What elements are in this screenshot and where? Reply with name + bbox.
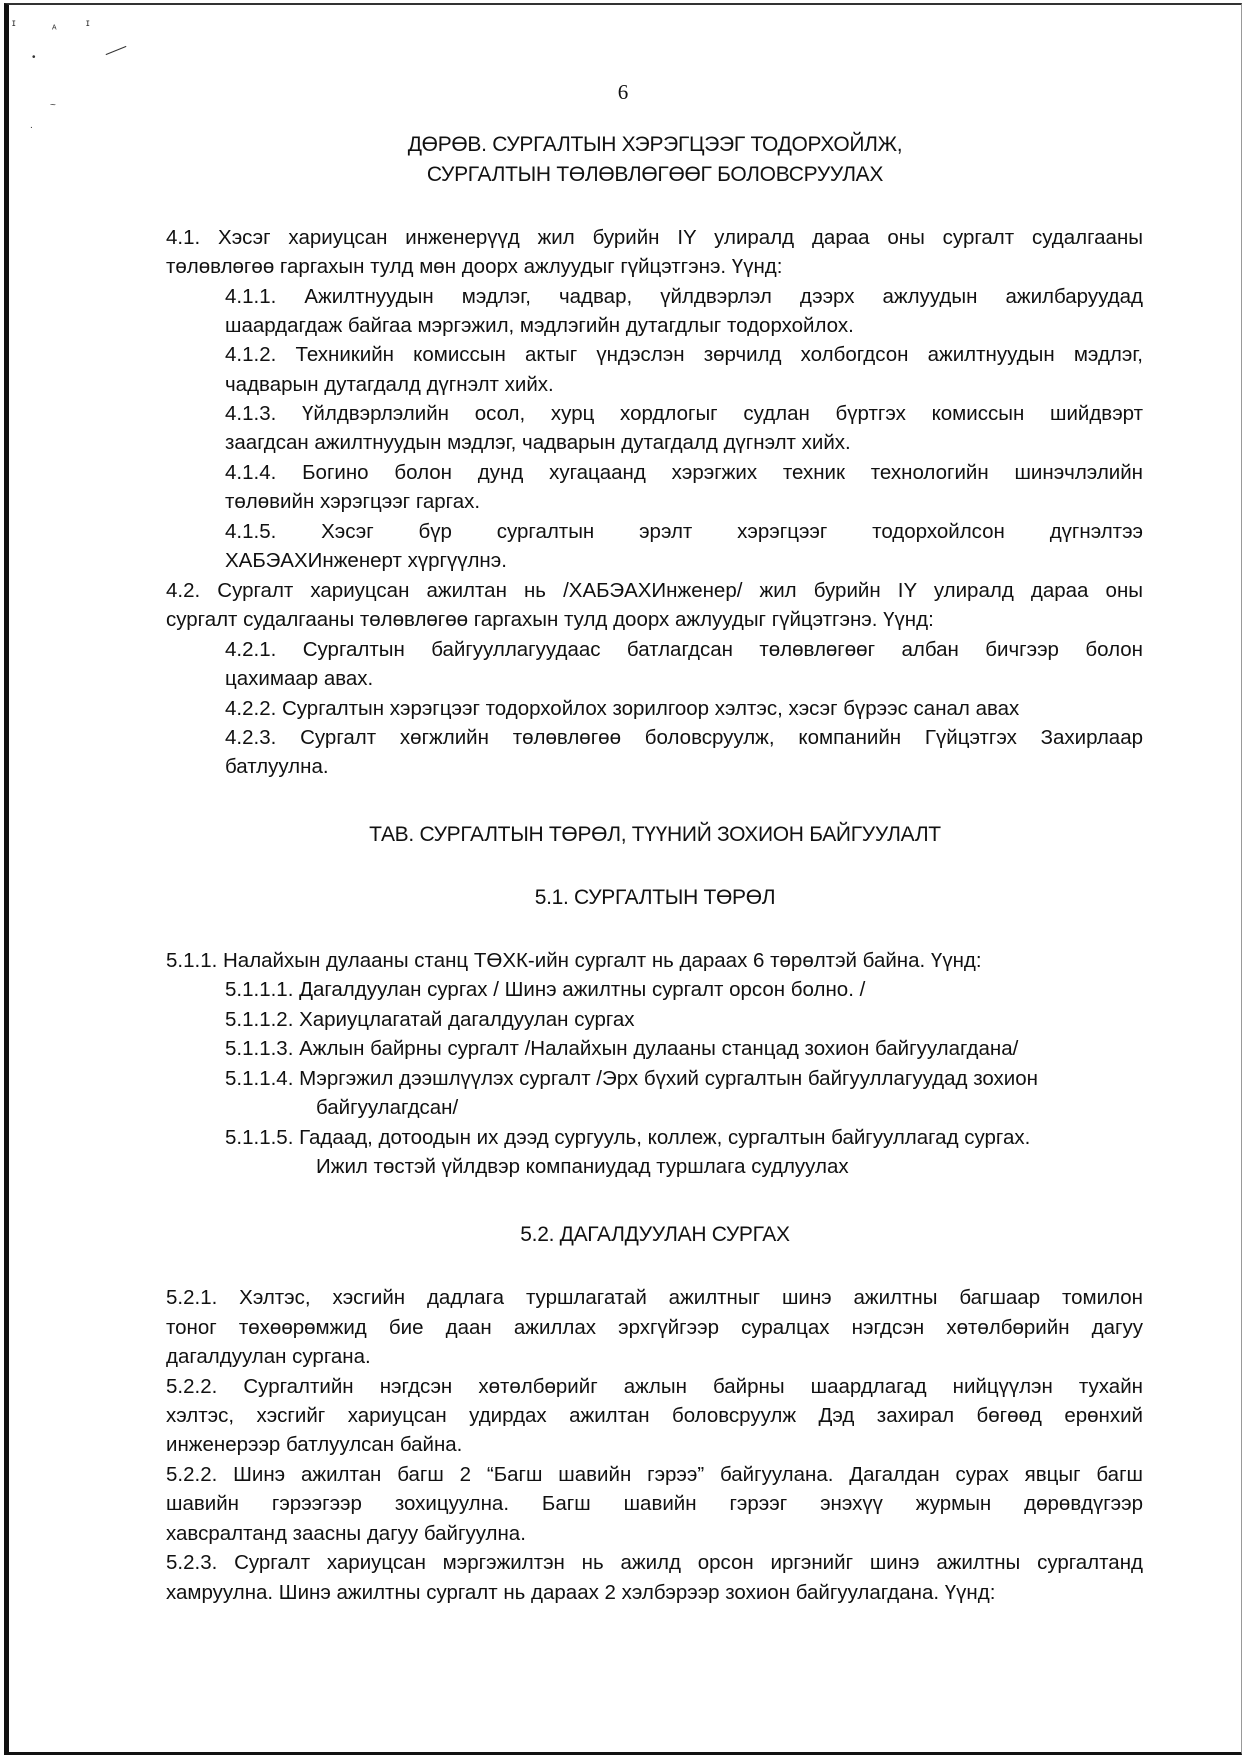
paragraph-5-2-2b-line2: шавийн гэрээгээр зохицуулна. Багш шавийн гэрээг энэхүү журмын дөрөвдүгээр (166, 1492, 1143, 1515)
scan-artifact: • (32, 52, 36, 63)
subsection-5-2-heading: 5.2. ДАГАЛДУУЛАН СУРГАХ (520, 1223, 790, 1246)
item-4-2-1-line1: 4.2.1. Сургалтын байгууллагуудаас батлагдсан төлөвлөгөөг албан бичгээр болон (225, 638, 1143, 661)
item-5-1-1-5-line2: Ижил төстэй үйлдвэр компаниудад туршлага судлуулах (316, 1155, 849, 1178)
item-4-1-3-line1: 4.1.3. Үйлдвэрлэлийн осол, хурц хордлогыг судлан бүртгэх комиссын шийдвэрт (225, 402, 1143, 425)
scan-artifact: ɪ (12, 18, 16, 29)
item-4-2-3-line1: 4.2.3. Сургалт хөгжлийн төлөвлөгөө боловсруулж, компанийн Гүйцэтгэх Захирлаар (225, 726, 1143, 749)
scan-artifact: ᴬ (52, 24, 57, 35)
item-4-1-5-line2: ХАБЭАХИнженерт хүргүүлнэ. (225, 549, 507, 572)
section-5-heading: ТАВ. СУРГАЛТЫН ТӨРӨЛ, ТҮҮНИЙ ЗОХИОН БАЙГУУЛАЛТ (369, 823, 941, 846)
item-4-2-3-line2: батлуулна. (225, 755, 329, 778)
paragraph-5-2-2a-line1: 5.2.2. Сургалтийн нэгдсэн хөтөлбөрийг ажлын байрны шаардлагад нийцүүлэн тухайн (166, 1375, 1143, 1398)
item-5-1-1-1: 5.1.1.1. Дагалдуулан сургах / Шинэ ажилтны сургалт орсон болно. / (225, 978, 866, 1001)
paragraph-4-1-line2: төлөвлөгөө гаргахын тулд мөн доорх ажлуудыг гүйцэтгэнэ. Үүнд: (166, 255, 783, 278)
item-4-1-3-line2: заагдсан ажилтнуудын мэдлэг, чадварын дутагдалд дүгнэлт хийх. (225, 431, 851, 454)
item-4-1-2-line1: 4.1.2. Техникийн комиссын актыг үндэслэн зөрчилд холбогдсон ажилтнуудын мэдлэг, (225, 343, 1143, 366)
paragraph-5-2-2a-line2: хэлтэс, хэсгийг хариуцсан удирдах ажилтан боловсруулж Дэд захирал бөгөөд ерөнхий (166, 1404, 1143, 1427)
item-4-1-1-line2: шаардагдаж байгаа мэргэжил, мэдлэгийн дутагдлыг тодорхойлох. (225, 314, 854, 337)
item-4-1-2-line2: чадварын дутагдалд дүгнэлт хийх. (225, 373, 554, 396)
paragraph-4-2-line2: сургалт судалгааны төлөвлөгөө гаргахын тулд доорх ажлуудыг гүйцэтгэнэ. Үүнд: (166, 608, 934, 631)
item-4-1-5-line1: 4.1.5. Хэсэг бүр сургалтын эрэлт хэрэгцээг тодорхойлсон дүгнэлтээ (225, 520, 1143, 543)
item-5-1-1-3: 5.1.1.3. Ажлын байрны сургалт /Налайхын дулааны станцад зохион байгуулагдана/ (225, 1037, 1019, 1060)
subsection-5-1-heading: 5.1. СУРГАЛТЫН ТӨРӨЛ (534, 886, 776, 909)
item-4-2-2: 4.2.2. Сургалтын хэрэгцээг тодорхойлох зорилгоор хэлтэс, хэсэг бүрээс санал авах (225, 697, 1020, 720)
item-4-2-1-line2: цахимаар авах. (225, 667, 374, 690)
paragraph-5-2-1-line3: дагалдуулан сургана. (166, 1345, 371, 1368)
paragraph-4-2-line1: 4.2. Сургалт хариуцсан ажилтан нь /ХАБЭАХИнженер/ жил бурийн IY улиралд дараа оны (166, 579, 1143, 602)
paragraph-5-2-3-line2: хамруулна. Шинэ ажилтны сургалт нь дараах 2 хэлбэрээр зохион байгуулагдана. Үүнд: (166, 1581, 996, 1604)
item-5-1-1-2: 5.1.1.2. Хариуцлагатай дагалдуулан сургах (225, 1008, 635, 1031)
scan-artifact: . (30, 120, 33, 131)
paragraph-5-2-1-line2: тоног төхөөрөмжид бие даан ажиллах эрхгүйгээр суралцах нэгдсэн хөтөлбөрийн дагуу (166, 1316, 1143, 1339)
section-4-heading-line1: ДӨРӨВ. СУРГАЛТЫН ХЭРЭГЦЭЭГ ТОДОРХОЙЛЖ, (407, 133, 903, 156)
scan-artifact: ~ (50, 100, 56, 111)
item-4-1-1-line1: 4.1.1. Ажилтнуудын мэдлэг, чадвар, үйлдвэрлэл дээрх ажлуудын ажилбаруудад (225, 285, 1143, 308)
paragraph-5-1-1: 5.1.1. Налайхын дулааны станц ТӨХК-ийн сургалт нь дараах 6 төрөлтэй байна. Үүнд: (166, 949, 982, 972)
item-4-1-4-line1: 4.1.4. Богино болон дунд хугацаанд хэрэгжих техник технологийн шинэчлэлийн (225, 461, 1143, 484)
page-number: 6 (617, 80, 629, 104)
paragraph-5-2-2a-line3: инженерээр батлуулсан байна. (166, 1433, 463, 1456)
section-4-heading-line2: СУРГАЛТЫН ТӨЛӨВЛӨГӨӨГ БОЛОВСРУУЛАХ (426, 163, 884, 186)
paragraph-5-2-1-line1: 5.2.1. Хэлтэс, хэсгийн дадлага туршлагатай ажилтныг шинэ ажилтны багшаар томилон (166, 1286, 1143, 1309)
item-5-1-1-4-line1: 5.1.1.4. Мэргэжил дээшлүүлэх сургалт /Эрх бүхий сургалтын байгууллагуудад зохион (225, 1067, 1038, 1090)
item-5-1-1-5-line1: 5.1.1.5. Гадаад, дотоодын их дээд сургууль, коллеж, сургалтын байгууллагад сургах. (225, 1126, 1031, 1149)
scan-artifact: ɪ (86, 18, 90, 29)
paragraph-5-2-3-line1: 5.2.3. Сургалт хариуцсан мэргэжилтэн нь ажилд орсон иргэнийг шинэ ажилтны сургалтанд (166, 1551, 1143, 1574)
item-4-1-4-line2: төлөвийн хэрэгцээг гаргах. (225, 490, 481, 513)
item-5-1-1-4-line2: байгуулагдсан/ (316, 1096, 459, 1119)
paragraph-4-1-line1: 4.1. Хэсэг хариуцсан инженерүүд жил бурийн IY улиралд дараа оны сургалт судалгааны (166, 226, 1143, 249)
paragraph-5-2-2b-line3: хавсралтанд заасны дагуу байгуулна. (166, 1522, 526, 1545)
paragraph-5-2-2b-line1: 5.2.2. Шинэ ажилтан багш 2 “Багш шавийн гэрээ” байгуулана. Дагалдан сурах явцыг багш (166, 1463, 1143, 1486)
